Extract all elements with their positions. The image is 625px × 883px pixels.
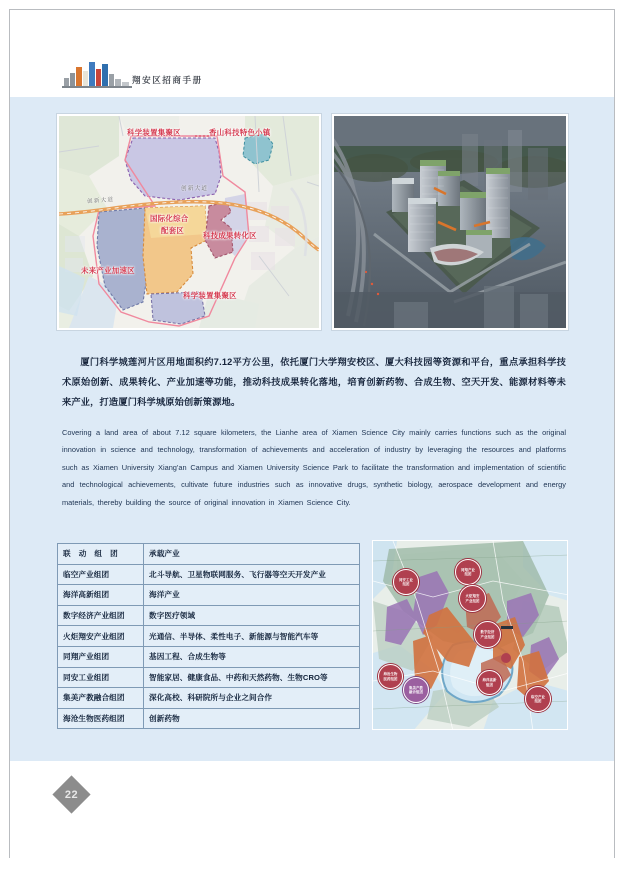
header-title: 翔安区招商手册 bbox=[132, 75, 203, 85]
cluster-name-cell: 集美产教融合组团 bbox=[58, 688, 144, 709]
cluster-name-cell: 海洋高新组团 bbox=[58, 585, 144, 606]
cluster-name-cell: 火炬翔安产业组团 bbox=[58, 626, 144, 647]
skyline-logo-icon bbox=[62, 58, 132, 88]
cluster-industry-cell: 智能家居、健康食品、中药和天然药物、生物CRO等 bbox=[144, 667, 360, 688]
plan-label-3: 配套区 bbox=[161, 226, 185, 235]
industry-cluster-table bbox=[57, 543, 360, 729]
page-number bbox=[54, 777, 92, 815]
table-row bbox=[58, 626, 360, 647]
cluster-map-badge: 临空产业 组团 bbox=[525, 686, 551, 712]
cluster-name-cell: 临空产业组团 bbox=[58, 564, 144, 585]
plan-label-0: 科学装置集聚区 bbox=[127, 128, 181, 137]
cluster-name-cell: 同翔产业组团 bbox=[58, 646, 144, 667]
cluster-map-badge: 海洋高新 组团 bbox=[477, 670, 502, 695]
table-row bbox=[58, 564, 360, 585]
page-header bbox=[10, 10, 614, 97]
plan-road-label-0: 创新大道 bbox=[181, 186, 209, 192]
cluster-industry-cell: 数字医疗领域 bbox=[144, 605, 360, 626]
table-row bbox=[58, 585, 360, 606]
cluster-map-badge: 海沧生物 医药组团 bbox=[378, 664, 403, 689]
cluster-map bbox=[372, 540, 568, 730]
cluster-industry-cell: 海洋产业 bbox=[144, 585, 360, 606]
page-footer-background bbox=[10, 761, 614, 858]
page-number-text: 22 bbox=[64, 788, 79, 801]
paragraph-chinese: 厦门科学城莲河片区用地面积约7.12平方公里，依托厦门大学翔安校区、厦大科技园等资源和平台，重点承担科学技术原始创新、成果转化、产业加速等功能，推动科技成果转化落地，培育创新药物、合成生物、空天开发、能源材料等未来产业，打造厦门科学城原始创新策源地。 bbox=[62, 357, 566, 407]
cluster-industry-cell: 光通信、半导体、柔性电子、新能源与智能汽车等 bbox=[144, 626, 360, 647]
table-row bbox=[58, 688, 360, 709]
table-header-cell: 联 动 组 团 bbox=[58, 544, 144, 565]
cluster-name-cell: 海沧生物医药组团 bbox=[58, 708, 144, 729]
cluster-map-badge: 同安工业 组团 bbox=[393, 569, 419, 595]
plan-road-label-1: 创新大道 bbox=[86, 197, 115, 205]
table-header-row bbox=[58, 544, 360, 565]
plan-label-2: 国际化综合 bbox=[150, 214, 189, 223]
plan-label-1: 香山科技特色小镇 bbox=[209, 128, 271, 137]
table-row bbox=[58, 708, 360, 729]
cluster-map-badge: 火炬翔安 产业组团 bbox=[459, 585, 486, 612]
cluster-map-badge: 集美产教 融合组团 bbox=[403, 677, 429, 703]
cluster-industry-cell: 北斗导航、卫星物联网服务、飞行器等空天开发产业 bbox=[144, 564, 360, 585]
plan-map bbox=[57, 114, 321, 330]
plan-label-5: 未来产业加速区 bbox=[81, 266, 135, 275]
aerial-photo-graphic bbox=[334, 116, 566, 328]
paragraph-english: Covering a land area of about 7.12 square kilometers, the Lianhe area of Xiamen Science City mainly carries functions such as the original innovation in science and technology, transformation of achievements and acceleration of industry by leveraging the resources and platforms such as Xiamen University Xiang'an Campus and Xiamen University Science Park to facilitate the transformation and implementation of scientific and technological achievements, cultivate future industries such as innovative drugs, synthetic biology, aerospace development and energy materials, thereby building the source of original innovation in Xiamen Science City. bbox=[62, 428, 566, 507]
cluster-name-cell: 同安工业组团 bbox=[58, 667, 144, 688]
cluster-map-badge: 数字经济 产业组团 bbox=[474, 621, 501, 648]
table-row bbox=[58, 605, 360, 626]
cluster-industry-cell: 创新药物 bbox=[144, 708, 360, 729]
table-header-cell: 承载产业 bbox=[144, 544, 360, 565]
plan-label-6: 科学装置集聚区 bbox=[183, 291, 237, 300]
cluster-industry-cell: 深化高校、科研院所与企业之间合作 bbox=[144, 688, 360, 709]
table-row bbox=[58, 646, 360, 667]
aerial-photo bbox=[332, 114, 568, 330]
table-row bbox=[58, 667, 360, 688]
label-leader-line bbox=[195, 132, 213, 140]
cluster-map-badge: 同翔产业 组团 bbox=[455, 559, 481, 585]
plan-label-4: 科技成果转化区 bbox=[203, 231, 257, 240]
cluster-name-cell: 数字经济产业组团 bbox=[58, 605, 144, 626]
cluster-industry-cell: 基因工程、合成生物等 bbox=[144, 646, 360, 667]
